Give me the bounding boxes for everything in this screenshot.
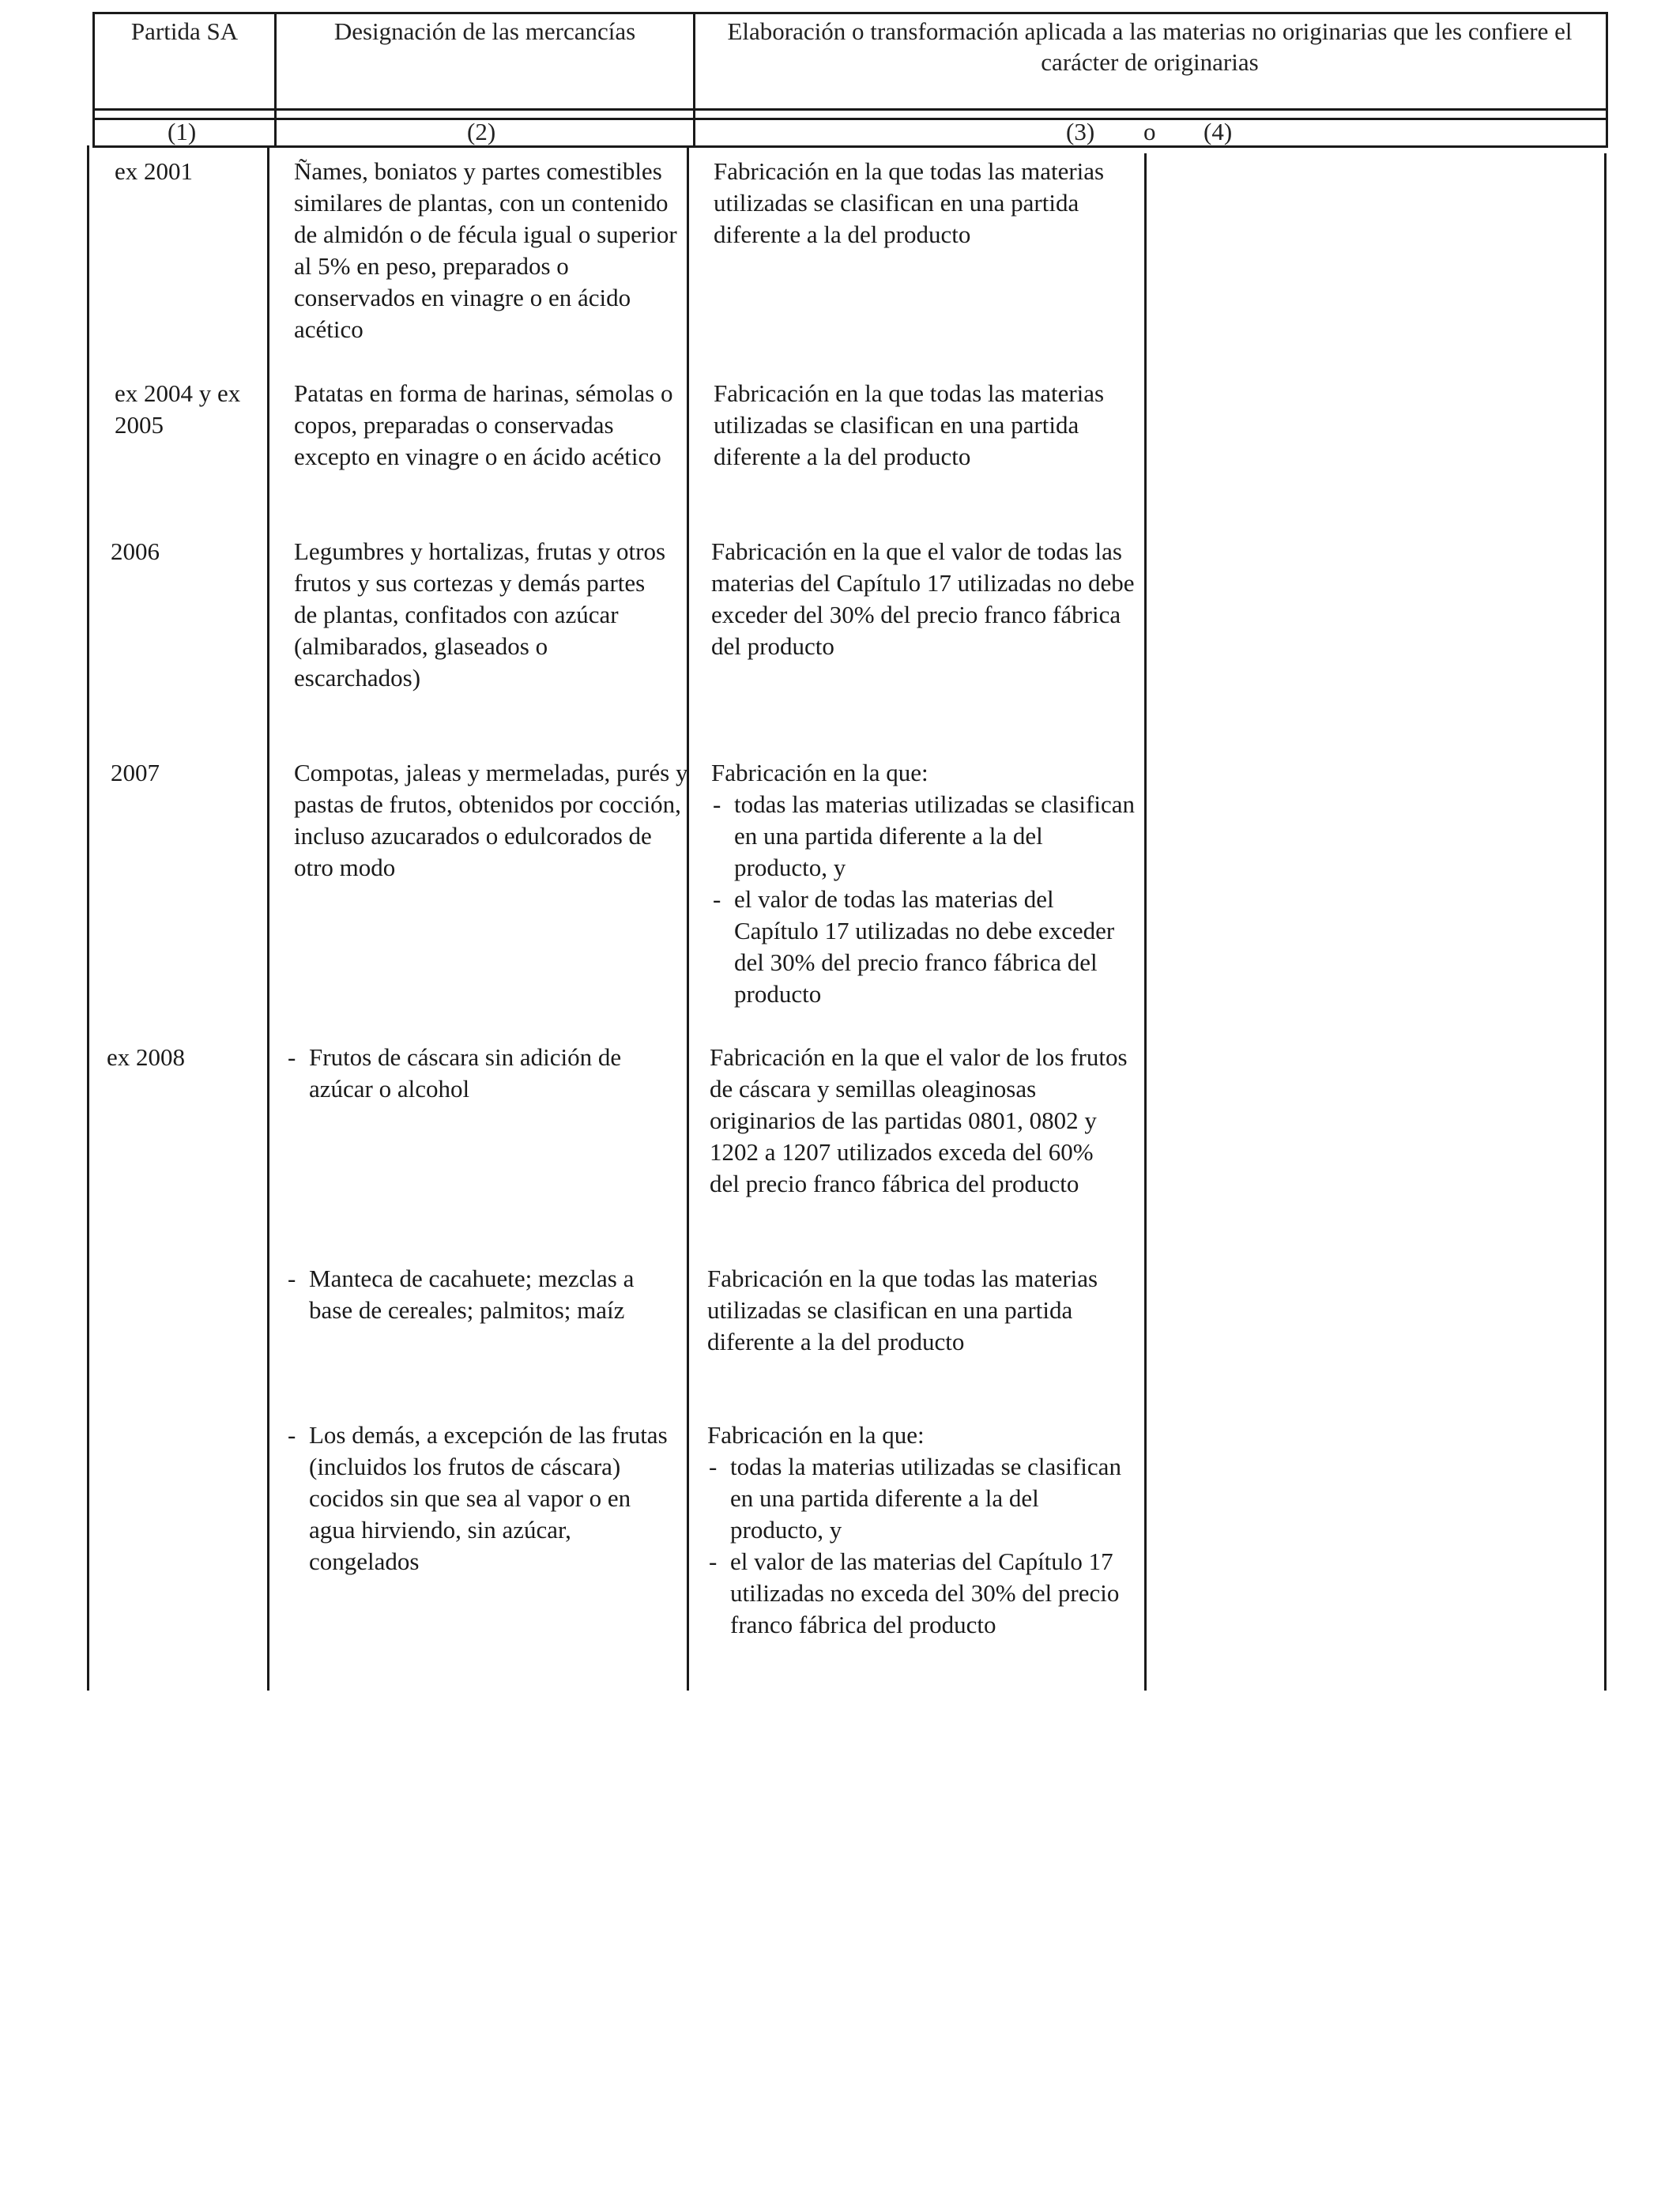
body-right-border [1604,153,1607,1691]
body-left-border [87,145,89,1691]
table-top-border [92,12,1608,14]
table-row-2007-rule [711,757,1138,1010]
table-row-2006-code: 2006 [111,537,160,565]
table-row-ex2008c-rule-list [707,1451,1134,1641]
table-row-ex2008-description [286,1042,681,1105]
list-item: - todas las materias utilizadas se clasifican en una partida diferente a la del producto, y [711,789,1138,884]
list-item: - el valor de las materias del Capítulo 17 utilizadas no exceda del 30% del precio franco fábrica del producto [707,1546,1134,1641]
list-item: - Frutos de cáscara sin adición de azúcar o alcohol [286,1042,681,1105]
header-elaboracion: Elaboración o transformación aplicada a las materias no originarias que les confiere el carácter de originarias [727,17,1573,76]
table-row-ex2008-code: ex 2008 [107,1043,186,1071]
table-row-ex2008b-description [286,1263,681,1326]
table-row-2006-description: Legumbres y hortalizas, frutas y otros frutos y sus cortezas y demás partes de plantas, confitados con azúcar (almibarados, glaseados o escarchados) [294,537,666,692]
column-number-1: (1) [168,118,197,145]
table-row-2007-rule-intro: Fabricación en la que: [711,759,929,786]
table-row-2006-rule: Fabricación en la que el valor de todas las materias del Capítulo 17 utilizadas no debe exceder del 30% del precio franco fábrica del producto [711,537,1135,660]
column-number-row-bottom-border [92,145,1608,148]
header-right-border [1606,12,1608,146]
header-divider-2 [693,12,695,146]
list-item: - todas la materias utilizadas se clasifican en una partida diferente a la del producto, y [707,1451,1134,1546]
table-row-2007-code: 2007 [111,759,160,786]
table-row-2007-rule-list [711,789,1138,1010]
header-designacion: Designación de las mercancías [333,17,636,45]
table-row-ex2008c-description [286,1419,677,1578]
table-row-ex2004-description: Patatas en forma de harinas, sémolas o copos, preparadas o conservadas excepto en vinagre o en ácido acético [294,379,673,470]
table-row-ex2001-rule: Fabricación en la que todas las materias utilizadas se clasifican en una partida diferente a la del producto [714,157,1105,248]
table-row-ex2008-rule: Fabricación en la que el valor de los frutos de cáscara y semillas oleaginosas originarios de las partidas 0801, 0802 y 1202 a 1207 utilizados exceda del 60% del precio franco fábrica del producto [710,1043,1128,1197]
list-item: - Manteca de cacahuete; mezclas a base de cereales; palmitos; maíz [286,1263,681,1326]
header-partida-sa: Partida SA [130,17,239,45]
column-number-row-border [92,118,1608,120]
table-row-ex2004-code: ex 2004 y ex 2005 [115,379,241,439]
table-row-2007-description: Compotas, jaleas y mermeladas, purés y pastas de frutos, obtenidos por cocción, incluso azucarados o edulcorados de otro modo [294,759,688,881]
table-row-ex2008c-rule [707,1419,1134,1641]
column-number-3: (3) [1066,118,1095,145]
body-divider-1 [267,145,269,1691]
body-divider-3 [1144,153,1147,1691]
table-row-ex2004-rule: Fabricación en la que todas las materias utilizadas se clasifican en una partida diferente a la del producto [714,379,1105,470]
table-row-ex2008b-rule: Fabricación en la que todas las materias utilizadas se clasifican en una partida diferente a la del producto [707,1265,1098,1355]
header-bottom-border [92,108,1608,111]
list-item: - Los demás, a excepción de las frutas (incluidos los frutos de cáscara) cocidos sin que sea al vapor o en agua hirviendo, sin azúcar, congelados [286,1419,677,1578]
table-row-ex2001-code: ex 2001 [115,157,194,185]
table-row-ex2008c-rule-intro: Fabricación en la que: [707,1421,925,1449]
list-item: - el valor de todas las materias del Capítulo 17 utilizadas no debe exceder del 30% del precio franco fábrica del producto [711,884,1138,1010]
column-number-or: o [1143,118,1156,145]
column-number-2: (2) [467,118,496,145]
table-row-ex2001-description: Ñames, boniatos y partes comestibles similares de plantas, con un contenido de almidón o de fécula igual o superior al 5% en peso, preparados o conservados en vinagre o en ácido acético [294,157,677,343]
column-number-4: (4) [1203,118,1233,145]
